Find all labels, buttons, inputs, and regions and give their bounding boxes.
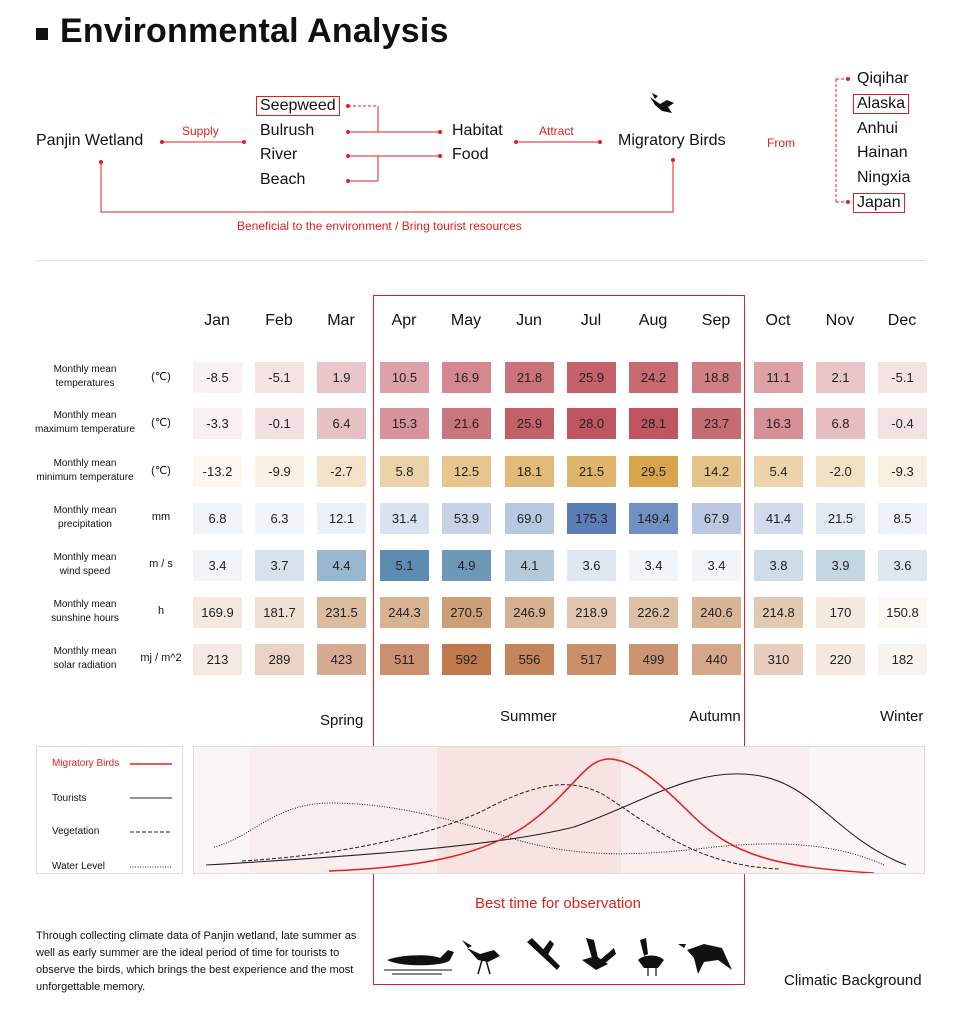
table-cell: -9.3: [878, 456, 927, 487]
table-cell: 6.8: [816, 408, 865, 439]
row-label: Monthly mean precipitation: [53, 505, 117, 530]
table-cell: 3.8: [754, 550, 803, 581]
table-cell: 6.3: [255, 503, 304, 534]
month-header: Feb: [265, 312, 293, 329]
from-label: From: [767, 136, 795, 150]
table-cell: 182: [878, 644, 927, 675]
table-cell: -3.3: [193, 408, 242, 439]
origin-anhui: Anhui: [857, 120, 898, 137]
row-unit: mj / m^2: [140, 652, 182, 664]
legend-vegetation: Vegetation: [52, 826, 100, 837]
row-label: Monthly mean temperatures: [53, 364, 117, 389]
legend-water-level: Water Level: [52, 861, 105, 872]
best-time-label: Best time for observation: [475, 895, 641, 912]
month-header: Dec: [887, 312, 917, 329]
row-label: Monthly mean solar radiation: [53, 646, 117, 671]
month-header: Nov: [825, 312, 855, 329]
table-cell: 16.9: [442, 362, 491, 393]
table-cell: 226.2: [629, 597, 678, 628]
legend-swatches: [36, 746, 183, 874]
table-cell: 41.4: [754, 503, 803, 534]
table-cell: -0.1: [255, 408, 304, 439]
row-unit: (℃): [151, 417, 171, 429]
table-cell: 5.4: [754, 456, 803, 487]
table-cell: 21.5: [816, 503, 865, 534]
table-cell: 25.9: [567, 362, 616, 393]
table-cell: 169.9: [193, 597, 242, 628]
table-cell: 53.9: [442, 503, 491, 534]
month-header: Mar: [327, 312, 355, 329]
table-cell: 23.7: [692, 408, 741, 439]
resource-seepweed: Seepweed: [256, 96, 340, 116]
table-cell: 4.9: [442, 550, 491, 581]
table-cell: 3.9: [816, 550, 865, 581]
resource-beach: Beach: [260, 171, 306, 188]
legend-tourists: Tourists: [52, 793, 87, 804]
table-cell: 8.5: [878, 503, 927, 534]
season-winter: Winter: [880, 708, 924, 725]
table-cell: -9.9: [255, 456, 304, 487]
table-cell: 5.8: [380, 456, 429, 487]
table-cell: 240.6: [692, 597, 741, 628]
table-cell: 6.4: [317, 408, 366, 439]
table-cell: 5.1: [380, 550, 429, 581]
table-cell: 149.4: [629, 503, 678, 534]
summer-highlight-frame: [373, 295, 745, 985]
month-header: Jun: [516, 312, 542, 329]
season-summer: Summer: [500, 708, 557, 725]
page-title: Environmental Analysis: [60, 12, 449, 50]
birds-label: Migratory Birds: [618, 132, 726, 149]
row-label: Monthly mean minimum temperature: [36, 458, 134, 483]
table-cell: 517: [567, 644, 616, 675]
table-cell: 2.1: [816, 362, 865, 393]
month-header: Jul: [580, 312, 602, 329]
table-cell: 16.3: [754, 408, 803, 439]
table-cell: 29.5: [629, 456, 678, 487]
table-cell: 511: [380, 644, 429, 675]
table-cell: 3.6: [567, 550, 616, 581]
table-cell: 21.5: [567, 456, 616, 487]
table-cell: 1.9: [317, 362, 366, 393]
resource-bulrush: Bulrush: [260, 122, 315, 139]
table-cell: 181.7: [255, 597, 304, 628]
flying-bird-icon: [678, 944, 732, 974]
table-cell: 423: [317, 644, 366, 675]
table-cell: -2.7: [317, 456, 366, 487]
origin-hainan: Hainan: [857, 144, 908, 161]
legend-migratory-birds: Migratory Birds: [52, 758, 120, 769]
table-cell: 3.4: [629, 550, 678, 581]
table-cell: -13.2: [193, 456, 242, 487]
origin-alaska: Alaska: [853, 94, 909, 114]
month-header: May: [450, 312, 482, 329]
table-cell: 28.0: [567, 408, 616, 439]
wading-bird-icon: [462, 940, 500, 974]
row-unit: mm: [151, 511, 171, 523]
row-label: Monthly mean maximum temperature: [34, 410, 136, 435]
supply-label: Supply: [182, 124, 219, 138]
table-cell: 170: [816, 597, 865, 628]
table-cell: 150.8: [878, 597, 927, 628]
table-cell: 12.5: [442, 456, 491, 487]
table-cell: 213: [193, 644, 242, 675]
source-label: Panjin Wetland: [36, 132, 144, 149]
table-cell: 214.8: [754, 597, 803, 628]
table-cell: 218.9: [567, 597, 616, 628]
bottom-benefit-label: Beneficial to the environment / Bring tourist resources: [237, 219, 522, 233]
table-cell: 592: [442, 644, 491, 675]
section-divider: [36, 260, 926, 261]
benefit-food: Food: [452, 146, 489, 163]
table-cell: 28.1: [629, 408, 678, 439]
table-cell: 3.4: [193, 550, 242, 581]
table-cell: 270.5: [442, 597, 491, 628]
table-cell: -2.0: [816, 456, 865, 487]
month-header: Sep: [701, 312, 731, 329]
table-cell: 21.6: [442, 408, 491, 439]
standing-goose-icon: [638, 938, 664, 976]
row-label: Monthly mean wind speed: [53, 552, 117, 577]
table-cell: 67.9: [692, 503, 741, 534]
row-label: Monthly mean sunshine hours: [51, 599, 119, 624]
origin-japan: Japan: [853, 193, 905, 213]
table-cell: 69.0: [505, 503, 554, 534]
table-cell: -5.1: [255, 362, 304, 393]
attract-label: Attract: [539, 124, 574, 138]
table-cell: -0.4: [878, 408, 927, 439]
table-cell: 556: [505, 644, 554, 675]
origin-ningxia: Ningxia: [857, 169, 911, 186]
swimming-duck-icon: [384, 950, 454, 974]
table-cell: 25.9: [505, 408, 554, 439]
month-header: Apr: [391, 312, 417, 329]
table-cell: 18.1: [505, 456, 554, 487]
table-cell: 220: [816, 644, 865, 675]
table-cell: 11.1: [754, 362, 803, 393]
table-cell: 24.2: [629, 362, 678, 393]
row-unit: h: [157, 605, 165, 617]
table-cell: -5.1: [878, 362, 927, 393]
table-cell: 4.1: [505, 550, 554, 581]
description-text: Through collecting climate data of Panjin wetland, late summer as well as early summer are the ideal period of time for tourists to observe the birds, which brings the best experience and the most unforgettable memory.: [36, 930, 357, 993]
activity-curves: [193, 746, 925, 874]
origin-qiqihar: Qiqihar: [857, 70, 909, 87]
table-cell: 499: [629, 644, 678, 675]
table-cell: 246.9: [505, 597, 554, 628]
month-header: Jan: [204, 312, 230, 329]
table-cell: 3.6: [878, 550, 927, 581]
footer-caption: Climatic Background: [784, 972, 922, 989]
table-cell: 175.3: [567, 503, 616, 534]
table-cell: 12.1: [317, 503, 366, 534]
bird-icon: [650, 93, 674, 113]
row-unit: (℃): [151, 465, 171, 477]
table-cell: -8.5: [193, 362, 242, 393]
benefit-habitat: Habitat: [452, 122, 503, 139]
table-cell: 31.4: [380, 503, 429, 534]
season-autumn: Autumn: [689, 708, 741, 725]
month-header: Oct: [765, 312, 791, 329]
table-cell: 3.4: [692, 550, 741, 581]
row-unit: (℃): [151, 371, 171, 383]
table-cell: 310: [754, 644, 803, 675]
table-cell: 14.2: [692, 456, 741, 487]
flow-connectors: [0, 0, 962, 260]
table-cell: 10.5: [380, 362, 429, 393]
bird-silhouettes: [382, 930, 742, 978]
table-cell: 15.3: [380, 408, 429, 439]
table-cell: 3.7: [255, 550, 304, 581]
table-cell: 21.8: [505, 362, 554, 393]
flying-crane-icon: [527, 938, 560, 970]
row-unit: m / s: [149, 558, 173, 570]
table-cell: 289: [255, 644, 304, 675]
table-cell: 6.8: [193, 503, 242, 534]
landing-goose-icon: [582, 938, 616, 970]
month-header: Aug: [638, 312, 668, 329]
table-cell: 231.5: [317, 597, 366, 628]
resource-river: River: [260, 146, 298, 163]
table-cell: 18.8: [692, 362, 741, 393]
table-cell: 4.4: [317, 550, 366, 581]
season-spring: Spring: [320, 712, 364, 729]
table-cell: 244.3: [380, 597, 429, 628]
table-cell: 440: [692, 644, 741, 675]
